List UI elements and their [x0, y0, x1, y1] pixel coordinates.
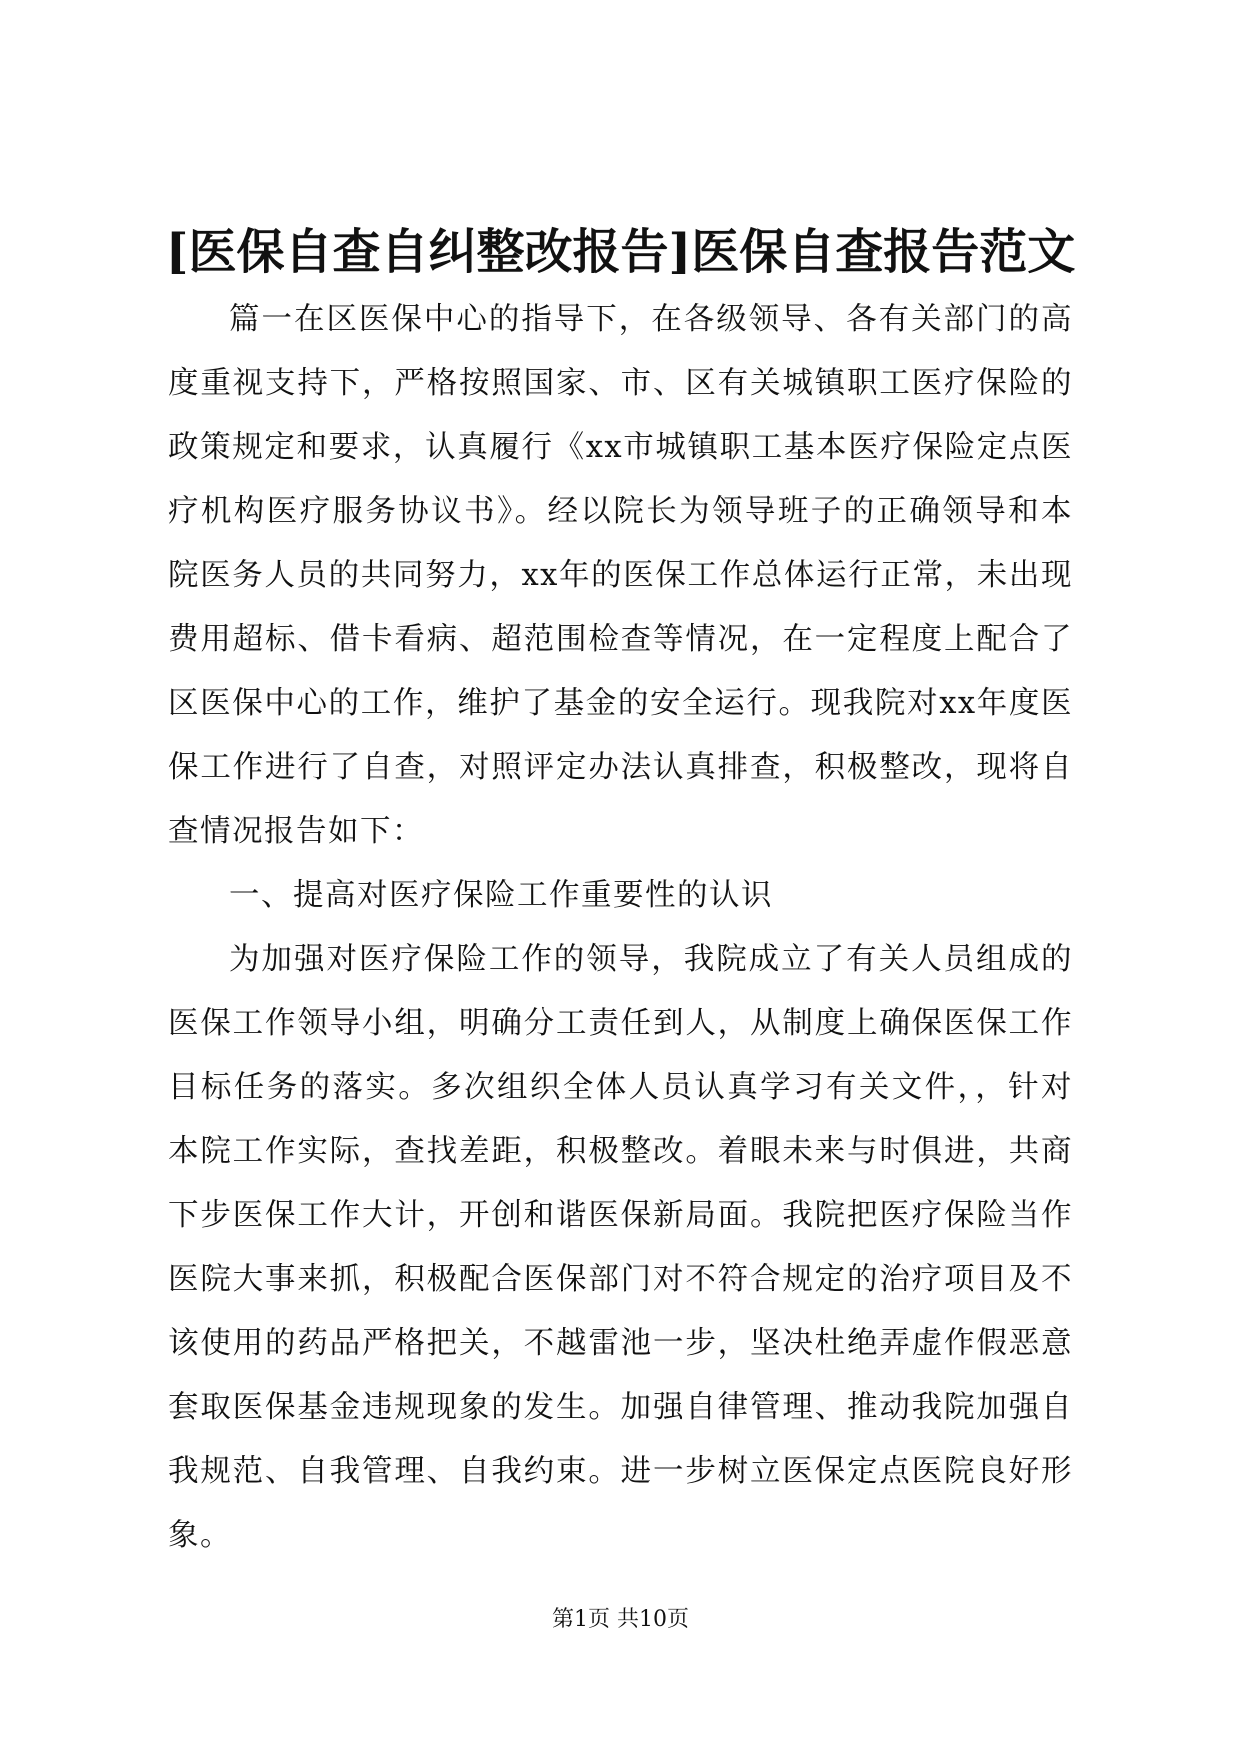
document-title: [医保自查自纠整改报告]医保自查报告范文 — [165, 224, 1076, 280]
paragraph-intro: 篇一在区医保中心的指导下，在各级领导、各有关部门的高度重视支持下，严格按照国家、市、区有关城镇职工医疗保险的政策规定和要求，认真履行《xx市城镇职工基本医疗保险定点医疗机构医疗服务协议书》。经以院长为领导班子的正确领导和本院医务人员的共同努力，xx年的医保工作总体运行正常，未出现费用超标、借卡看病、超范围检查等情况，在一定程度上配合了区医保中心的工作，维护了基金的安全运行。现我院对xx年度医保工作进行了自查，对照评定办法认真排查，积极整改，现将自查情况报告如下： — [168, 302, 1073, 849]
page-footer: 第1页 共10页 — [552, 1607, 689, 1632]
section-heading-1: 一、提高对医疗保险工作重要性的认识 — [229, 878, 773, 913]
document-body — [168, 288, 1073, 1568]
paragraph-section-1: 为加强对医疗保险工作的领导，我院成立了有关人员组成的医保工作领导小组，明确分工责任到人，从制度上确保医保工作目标任务的落实。多次组织全体人员认真学习有关文件，，针对本院工作实际，查找差距，积极整改。着眼未来与时俱进，共商下步医保工作大计，开创和谐医保新局面。我院把医疗保险当作医院大事来抓，积极配合医保部门对不符合规定的治疗项目及不该使用的药品严格把关，不越雷池一步，坚决杜绝弄虚作假恶意套取医保基金违规现象的发生。加强自律管理、推动我院加强自我规范、自我管理、自我约束。进一步树立医保定点医院良好形象。 — [168, 942, 1073, 1553]
